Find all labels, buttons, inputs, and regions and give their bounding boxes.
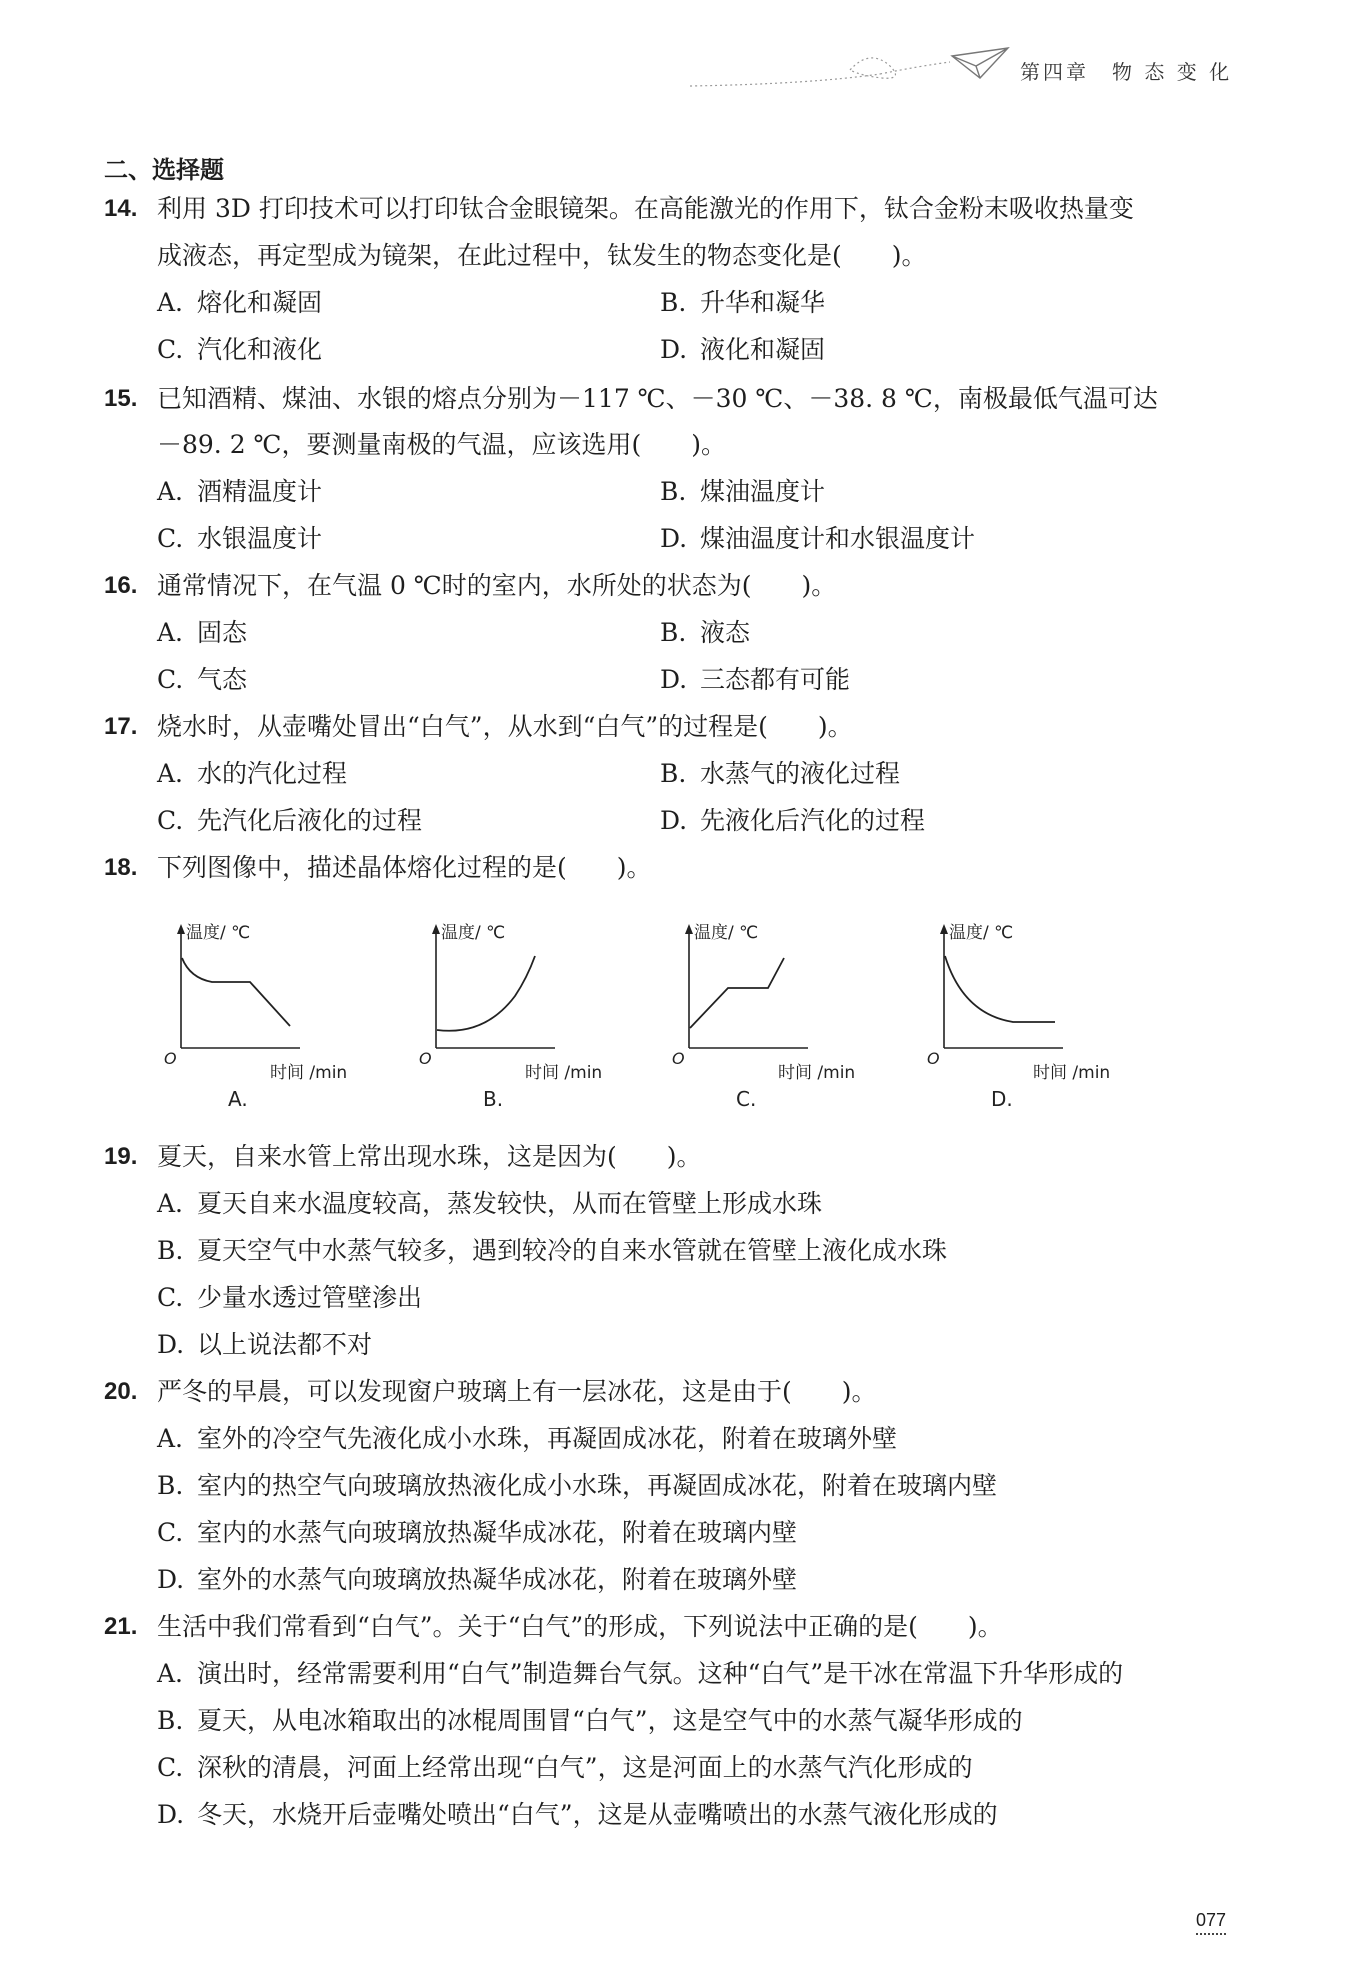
q19-option-c[interactable] (157, 1283, 422, 1313)
y-axis-label: 温度/ ℃ (441, 923, 506, 943)
q19-option-a[interactable] (157, 1189, 822, 1219)
option-text: 夏天自来水温度较高，蒸发较快，从而在管壁上形成水珠 (197, 1189, 823, 1218)
q19-option-b[interactable] (157, 1236, 947, 1266)
option-letter: A. (157, 288, 184, 317)
question-17-text: 烧水时，从壶嘴处冒出“白气”，从水到“白气”的过程是( )。 (157, 712, 853, 741)
x-axis-label: 时间 /min (270, 1063, 348, 1083)
question-number-20: 20. (104, 1378, 138, 1405)
option-text: 汽化和液化 (197, 335, 323, 364)
option-letter: D. (660, 806, 688, 835)
question-14-text-line1: 利用 3D 打印技术可以打印钛合金眼镜架。在高能激光的作用下，钛合金粉末吸收热量变 (157, 194, 1134, 223)
graph-d[interactable] (923, 918, 1153, 1118)
question-18-text: 下列图像中，描述晶体熔化过程的是( )。 (157, 853, 652, 882)
q19-option-d[interactable] (157, 1330, 372, 1360)
origin-label: O (927, 1049, 940, 1068)
option-letter: D. (660, 665, 688, 694)
q21-option-c[interactable] (157, 1753, 973, 1783)
option-letter: B. (157, 1706, 184, 1735)
origin-label: O (672, 1049, 685, 1068)
question-21-text: 生活中我们常看到“白气”。关于“白气”的形成，下列说法中正确的是( )。 (157, 1612, 1003, 1641)
option-letter: C. (157, 665, 184, 694)
q15-option-b[interactable] (660, 477, 825, 507)
curve-d (945, 956, 1055, 1022)
question-number-18: 18. (104, 854, 138, 881)
q16-option-b[interactable] (660, 618, 750, 648)
option-text: 室内的热空气向玻璃放热液化成小水珠，再凝固成冰花，附着在玻璃内壁 (197, 1471, 998, 1500)
question-number-14: 14. (104, 195, 138, 222)
option-text: 三态都有可能 (700, 665, 851, 694)
option-letter: A. (157, 1424, 184, 1453)
option-text: 室外的水蒸气向玻璃放热凝华成冰花，附着在玻璃外壁 (197, 1565, 798, 1594)
option-letter: C. (157, 806, 184, 835)
y-axis-label: 温度/ ℃ (694, 923, 759, 943)
y-axis-label: 温度/ ℃ (949, 923, 1014, 943)
option-letter: D. (660, 335, 688, 364)
question-15-text-line2: －89. 2 ℃，要测量南极的气温，应该选用( )。 (157, 430, 727, 459)
chapter-title: 第四章 物 态 变 化 (1020, 60, 1233, 84)
option-letter: D. (157, 1800, 185, 1829)
q20-option-d[interactable] (157, 1565, 797, 1595)
option-letter: C. (157, 1283, 184, 1312)
x-axis-label: 时间 /min (778, 1063, 856, 1083)
origin-label: O (419, 1049, 432, 1068)
graph-letter: A. (228, 1087, 248, 1111)
option-letter: C. (157, 1753, 184, 1782)
question-number-15: 15. (104, 385, 138, 412)
option-letter: B. (660, 288, 687, 317)
option-letter: C. (157, 335, 184, 364)
option-letter: B. (660, 477, 687, 506)
option-letter: C. (157, 1518, 184, 1547)
page-header (690, 44, 1260, 94)
x-axis-label: 时间 /min (1033, 1063, 1111, 1083)
option-text: 少量水透过管壁渗出 (197, 1283, 423, 1312)
option-text: 固态 (197, 618, 248, 647)
graph-letter: C. (736, 1087, 757, 1111)
page-number: 077 (1196, 1910, 1226, 1935)
question-16-text: 通常情况下，在气温 0 ℃时的室内，水所处的状态为( )。 (157, 571, 837, 600)
q14-option-b[interactable] (660, 288, 825, 318)
option-text: 水蒸气的液化过程 (700, 759, 901, 788)
q14-option-a[interactable] (157, 288, 322, 318)
q17-option-a[interactable] (157, 759, 347, 789)
q20-option-c[interactable] (157, 1518, 797, 1548)
option-letter: D. (157, 1565, 185, 1594)
option-text: 液态 (700, 618, 751, 647)
q21-option-b[interactable] (157, 1706, 1023, 1736)
paper-plane-decoration-icon (690, 44, 1020, 94)
y-axis-arrow-icon (432, 924, 440, 934)
question-20-text: 严冬的早晨，可以发现窗户玻璃上有一层冰花，这是由于( )。 (157, 1377, 877, 1406)
q14-option-d[interactable] (660, 335, 825, 365)
y-axis-arrow-icon (940, 924, 948, 934)
option-text: 液化和凝固 (700, 335, 826, 364)
y-axis-arrow-icon (177, 924, 185, 934)
option-letter: B. (660, 759, 687, 788)
option-text: 以上说法都不对 (197, 1330, 373, 1359)
question-15-text-line1: 已知酒精、煤油、水银的熔点分别为－117 ℃、－30 ℃、－38. 8 ℃，南极最低气温可达 (157, 384, 1158, 413)
q16-option-a[interactable] (157, 618, 247, 648)
option-letter: C. (157, 524, 184, 553)
origin-label: O (164, 1049, 177, 1068)
option-text: 深秋的清晨，河面上经常出现“白气”，这是河面上的水蒸气汽化形成的 (197, 1753, 973, 1782)
option-letter: B. (157, 1471, 184, 1500)
option-text: 水银温度计 (197, 524, 323, 553)
y-axis-label: 温度/ ℃ (186, 923, 251, 943)
option-letter: A. (157, 1189, 184, 1218)
option-text: 夏天空气中水蒸气较多，遇到较冷的自来水管就在管壁上液化成水珠 (197, 1236, 948, 1265)
question-19-text: 夏天，自来水管上常出现水珠，这是因为( )。 (157, 1142, 702, 1171)
question-number-19: 19. (104, 1143, 138, 1170)
curve-c (690, 958, 784, 1028)
option-text: 演出时，经常需要利用“白气”制造舞台气氛。这种“白气”是干冰在常温下升华形成的 (197, 1659, 1124, 1688)
x-axis-label: 时间 /min (525, 1063, 603, 1083)
option-text: 室外的冷空气先液化成小水珠，再凝固成冰花，附着在玻璃外壁 (197, 1424, 898, 1453)
option-letter: B. (660, 618, 687, 647)
q20-option-b[interactable] (157, 1471, 997, 1501)
option-text: 室内的水蒸气向玻璃放热凝华成冰花，附着在玻璃内壁 (197, 1518, 798, 1547)
section-title: 二、选择题 (104, 156, 224, 184)
question-number-17: 17. (104, 713, 138, 740)
option-text: 先汽化后液化的过程 (197, 806, 423, 835)
option-text: 熔化和凝固 (197, 288, 323, 317)
option-letter: D. (157, 1330, 185, 1359)
option-letter: A. (157, 759, 184, 788)
option-text: 气态 (197, 665, 248, 694)
q15-option-c[interactable] (157, 524, 322, 554)
q15-option-d[interactable] (660, 524, 975, 554)
y-axis-arrow-icon (685, 924, 693, 934)
q21-option-d[interactable] (157, 1800, 998, 1830)
option-text: 夏天，从电冰箱取出的冰棍周围冒“白气”，这是空气中的水蒸气凝华形成的 (197, 1706, 1023, 1735)
q15-option-a[interactable] (157, 477, 322, 507)
question-number-16: 16. (104, 572, 138, 599)
q17-option-c[interactable] (157, 806, 422, 836)
q14-option-c[interactable] (157, 335, 322, 365)
graph-c[interactable] (668, 918, 898, 1118)
option-letter: A. (157, 1659, 184, 1688)
option-letter: A. (157, 477, 184, 506)
option-text: 水的汽化过程 (197, 759, 348, 788)
q17-option-d[interactable] (660, 806, 925, 836)
q17-option-b[interactable] (660, 759, 900, 789)
option-text: 煤油温度计和水银温度计 (700, 524, 976, 553)
q16-option-c[interactable] (157, 665, 247, 695)
q21-option-a[interactable] (157, 1659, 1123, 1689)
question-number-21: 21. (104, 1613, 138, 1640)
graph-letter: D. (991, 1087, 1013, 1111)
option-text: 升华和凝华 (700, 288, 826, 317)
q20-option-a[interactable] (157, 1424, 897, 1454)
curve-a (182, 958, 290, 1026)
graph-b[interactable] (415, 918, 645, 1118)
option-letter: B. (157, 1236, 184, 1265)
option-letter: D. (660, 524, 688, 553)
option-text: 煤油温度计 (700, 477, 826, 506)
curve-b (437, 956, 535, 1031)
q16-option-d[interactable] (660, 665, 850, 695)
option-letter: A. (157, 618, 184, 647)
option-text: 酒精温度计 (197, 477, 323, 506)
graph-a[interactable] (160, 918, 390, 1118)
option-text: 冬天，水烧开后壶嘴处喷出“白气”，这是从壶嘴喷出的水蒸气液化形成的 (197, 1800, 998, 1829)
graph-letter: B. (483, 1087, 504, 1111)
option-text: 先液化后汽化的过程 (700, 806, 926, 835)
question-14-text-line2: 成液态，再定型成为镜架，在此过程中，钛发生的物态变化是( )。 (157, 241, 927, 270)
